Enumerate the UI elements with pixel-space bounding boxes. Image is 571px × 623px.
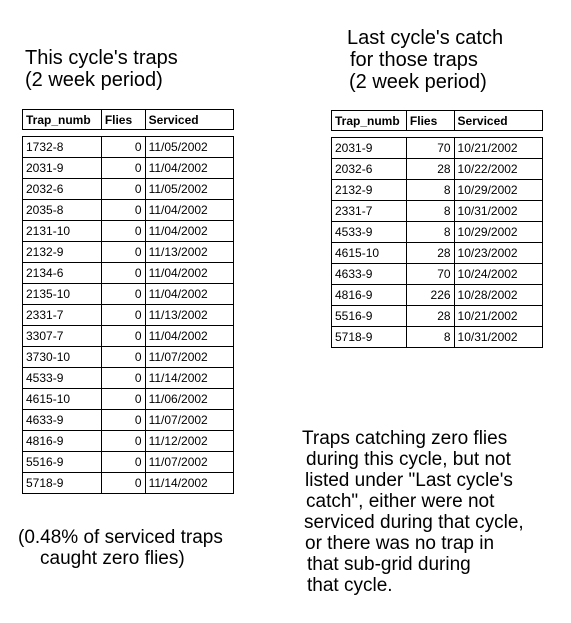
explanation-note xyxy=(302,428,524,596)
last-cycle-table xyxy=(331,110,543,348)
cell-serviced-date: 11/04/2002 xyxy=(145,200,233,221)
cell-flies: 0 xyxy=(101,179,145,200)
cell-flies: 28 xyxy=(406,159,454,180)
table-row xyxy=(23,200,234,221)
cell-serviced-date: 11/05/2002 xyxy=(145,137,233,158)
cell-trap-number: 4816-9 xyxy=(23,431,102,452)
cell-flies: 0 xyxy=(101,473,145,494)
table-row xyxy=(23,347,234,368)
cell-trap-number: 4816-9 xyxy=(332,285,407,306)
table-row xyxy=(23,158,234,179)
cell-flies: 0 xyxy=(101,305,145,326)
cell-serviced-date: 10/29/2002 xyxy=(454,222,542,243)
heading-line: for those traps xyxy=(350,49,478,71)
cell-trap-number: 4533-9 xyxy=(23,368,102,389)
table-row xyxy=(23,137,234,158)
cell-trap-number: 2331-7 xyxy=(23,305,102,326)
table-row xyxy=(332,180,543,201)
cell-trap-number: 5516-9 xyxy=(332,306,407,327)
table-row xyxy=(23,263,234,284)
cell-flies: 0 xyxy=(101,284,145,305)
cell-flies: 28 xyxy=(406,243,454,264)
table-row xyxy=(23,389,234,410)
cell-trap-number: 4615-10 xyxy=(332,243,407,264)
cell-serviced-date: 11/06/2002 xyxy=(145,389,233,410)
cell-serviced-date: 11/14/2002 xyxy=(145,473,233,494)
table-row xyxy=(332,285,543,306)
cell-trap-number: 2134-6 xyxy=(23,263,102,284)
cell-trap-number: 2035-8 xyxy=(23,200,102,221)
cell-serviced-date: 10/23/2002 xyxy=(454,243,542,264)
column-header-trap: Trap_numb xyxy=(23,110,102,130)
cell-trap-number: 4533-9 xyxy=(332,222,407,243)
cell-serviced-date: 10/29/2002 xyxy=(454,180,542,201)
heading-line: This cycle's traps xyxy=(25,47,178,69)
header-gap xyxy=(332,131,543,138)
table-row xyxy=(332,201,543,222)
table-header-row xyxy=(332,111,543,131)
cell-serviced-date: 11/13/2002 xyxy=(145,305,233,326)
table-row xyxy=(23,326,234,347)
note-line: Traps catching zero flies xyxy=(302,428,508,449)
cell-serviced-date: 11/12/2002 xyxy=(145,431,233,452)
cell-trap-number: 2331-7 xyxy=(332,201,407,222)
cell-serviced-date: 10/24/2002 xyxy=(454,264,542,285)
cell-flies: 8 xyxy=(406,201,454,222)
cell-serviced-date: 10/28/2002 xyxy=(454,285,542,306)
column-header-flies: Flies xyxy=(406,111,454,131)
note-line: caught zero flies) xyxy=(40,548,185,569)
header-gap xyxy=(23,130,234,137)
cell-flies: 0 xyxy=(101,368,145,389)
table-row xyxy=(332,264,543,285)
cell-trap-number: 4633-9 xyxy=(23,410,102,431)
table-row xyxy=(332,159,543,180)
table-row xyxy=(23,473,234,494)
note-line: during this cycle, but not xyxy=(306,449,511,470)
cell-trap-number: 5718-9 xyxy=(23,473,102,494)
column-header-flies: Flies xyxy=(101,110,145,130)
cell-serviced-date: 10/31/2002 xyxy=(454,201,542,222)
cell-flies: 70 xyxy=(406,264,454,285)
note-line: that cycle. xyxy=(307,575,393,596)
table-row xyxy=(23,431,234,452)
cell-flies: 0 xyxy=(101,389,145,410)
cell-serviced-date: 11/13/2002 xyxy=(145,242,233,263)
cell-trap-number: 2032-6 xyxy=(332,159,407,180)
note-line: listed under "Last cycle's xyxy=(305,470,513,491)
cell-trap-number: 5718-9 xyxy=(332,327,407,348)
note-line: that sub-grid during xyxy=(307,554,471,575)
table-row xyxy=(23,305,234,326)
column-header-trap: Trap_numb xyxy=(332,111,407,131)
cell-serviced-date: 10/21/2002 xyxy=(454,138,542,159)
cell-serviced-date: 11/14/2002 xyxy=(145,368,233,389)
this-cycle-table xyxy=(22,109,234,494)
cell-serviced-date: 10/21/2002 xyxy=(454,306,542,327)
cell-trap-number: 2031-9 xyxy=(23,158,102,179)
table-header-row xyxy=(23,110,234,130)
cell-serviced-date: 11/04/2002 xyxy=(145,263,233,284)
cell-serviced-date: 11/04/2002 xyxy=(145,284,233,305)
note-line: (0.48% of serviced traps xyxy=(18,527,223,548)
cell-trap-number: 4633-9 xyxy=(332,264,407,285)
table-row xyxy=(23,368,234,389)
cell-trap-number: 2031-9 xyxy=(332,138,407,159)
table-row xyxy=(332,306,543,327)
cell-serviced-date: 11/07/2002 xyxy=(145,347,233,368)
cell-serviced-date: 11/04/2002 xyxy=(145,158,233,179)
column-header-serviced: Serviced xyxy=(454,111,542,131)
cell-flies: 0 xyxy=(101,410,145,431)
heading-line: (2 week period) xyxy=(349,71,487,93)
cell-serviced-date: 11/07/2002 xyxy=(145,452,233,473)
column-header-serviced: Serviced xyxy=(145,110,233,130)
table-row xyxy=(23,221,234,242)
this-cycle-heading xyxy=(25,47,178,91)
table-row xyxy=(332,243,543,264)
cell-serviced-date: 11/04/2002 xyxy=(145,326,233,347)
table-row xyxy=(332,327,543,348)
cell-trap-number: 2131-10 xyxy=(23,221,102,242)
cell-serviced-date: 10/31/2002 xyxy=(454,327,542,348)
cell-serviced-date: 11/04/2002 xyxy=(145,221,233,242)
cell-flies: 0 xyxy=(101,221,145,242)
heading-line: (2 week period) xyxy=(25,69,163,91)
cell-trap-number: 2135-10 xyxy=(23,284,102,305)
cell-flies: 226 xyxy=(406,285,454,306)
cell-serviced-date: 10/22/2002 xyxy=(454,159,542,180)
cell-flies: 0 xyxy=(101,431,145,452)
cell-flies: 0 xyxy=(101,200,145,221)
table-row xyxy=(23,179,234,200)
table-row xyxy=(23,410,234,431)
last-cycle-heading xyxy=(347,27,503,93)
zero-flies-percentage-note xyxy=(18,527,223,569)
cell-trap-number: 3307-7 xyxy=(23,326,102,347)
cell-flies: 70 xyxy=(406,138,454,159)
cell-flies: 0 xyxy=(101,158,145,179)
cell-flies: 0 xyxy=(101,347,145,368)
note-line: serviced during that cycle, xyxy=(304,512,524,533)
note-line: catch", either were not xyxy=(306,491,495,512)
note-line: or there was no trap in xyxy=(305,533,495,554)
cell-flies: 0 xyxy=(101,326,145,347)
cell-trap-number: 2132-9 xyxy=(332,180,407,201)
cell-flies: 8 xyxy=(406,180,454,201)
cell-flies: 0 xyxy=(101,452,145,473)
cell-trap-number: 1732-8 xyxy=(23,137,102,158)
cell-flies: 0 xyxy=(101,137,145,158)
cell-trap-number: 2032-6 xyxy=(23,179,102,200)
cell-flies: 0 xyxy=(101,263,145,284)
cell-flies: 0 xyxy=(101,242,145,263)
cell-serviced-date: 11/05/2002 xyxy=(145,179,233,200)
cell-flies: 8 xyxy=(406,222,454,243)
table-row xyxy=(332,222,543,243)
table-row xyxy=(332,138,543,159)
table-row xyxy=(23,452,234,473)
cell-trap-number: 5516-9 xyxy=(23,452,102,473)
cell-flies: 8 xyxy=(406,327,454,348)
cell-serviced-date: 11/07/2002 xyxy=(145,410,233,431)
cell-flies: 28 xyxy=(406,306,454,327)
heading-line: Last cycle's catch xyxy=(347,27,504,49)
cell-trap-number: 2132-9 xyxy=(23,242,102,263)
table-row xyxy=(23,284,234,305)
table-row xyxy=(23,242,234,263)
cell-trap-number: 4615-10 xyxy=(23,389,102,410)
cell-trap-number: 3730-10 xyxy=(23,347,102,368)
